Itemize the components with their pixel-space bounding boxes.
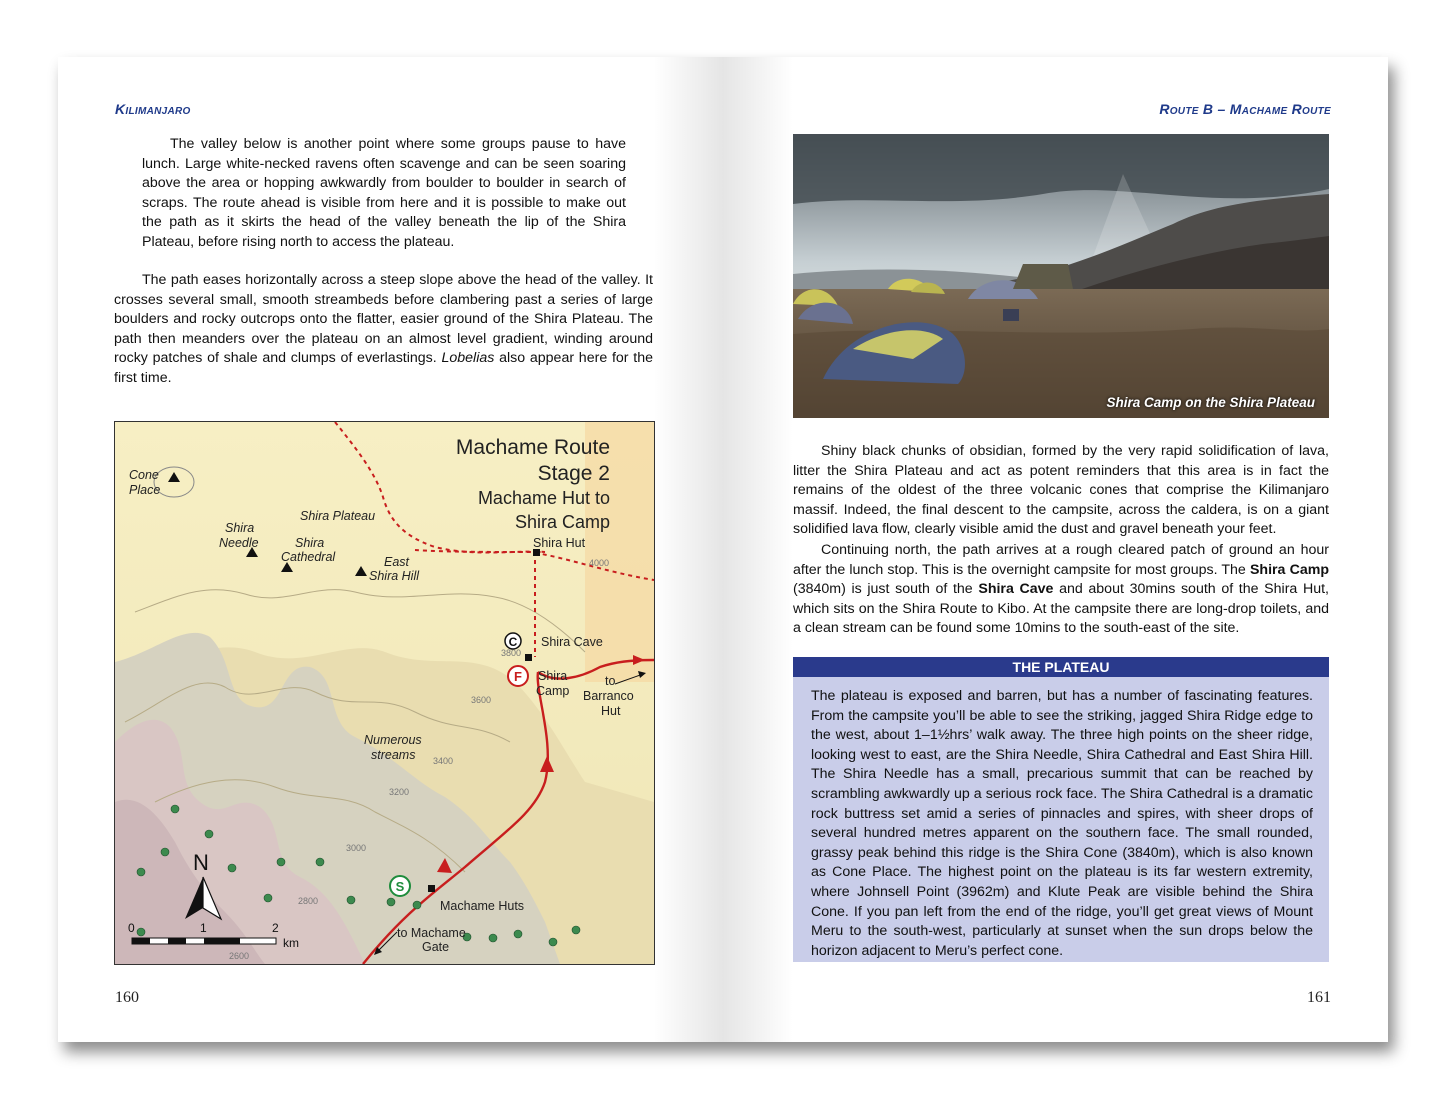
label-cone-place-1: Cone (129, 468, 159, 482)
left-paragraph-2: The path eases horizontally across a steep slope above the head of the valley. It crosses several small, smooth streambeds before clambering past a series of large boulders and rocky outcrops onto the flatter, easier ground of the Shira Plateau. The path then meanders over the plateau on an almost level gradient, winding around rocky patches of shale and clumps of everlastings. Lobelias also appear here for the first time. (114, 272, 653, 386)
contour-3600: 3600 (471, 695, 492, 705)
bold-shira-cave: Shira Cave (978, 581, 1054, 598)
label-shira-needle-2: Needle (219, 536, 259, 550)
map-title-1: Machame Route (455, 436, 610, 459)
left-page (58, 57, 723, 1042)
photo-caption: Shira Camp on the Shira Plateau (1106, 395, 1315, 410)
gutter-shadow (723, 57, 793, 1042)
right-page (723, 57, 1388, 1042)
label-east-shira-1: East (384, 555, 410, 569)
label-cone-place-2: Place (129, 483, 161, 497)
cave-marker: C (508, 635, 518, 649)
scale-0: 0 (128, 921, 135, 935)
map-subtitle-1: Machame Hut to (477, 488, 610, 508)
page-number-right: 161 (1307, 989, 1331, 1006)
label-shira-cathedral-1: Shira (295, 536, 325, 550)
label-streams-1: Numerous (364, 733, 422, 747)
contour-3200: 3200 (389, 787, 410, 797)
plateau-box-title: THE PLATEAU (793, 657, 1329, 677)
label-streams-2: streams (371, 748, 416, 762)
label-barranco-2: Barranco (583, 689, 634, 703)
page-number-left: 160 (115, 989, 139, 1006)
label-machame-gate-2: Gate (422, 940, 450, 954)
contour-3400: 3400 (433, 756, 454, 766)
contour-2600: 2600 (229, 951, 250, 961)
scale-2: 2 (272, 921, 279, 935)
plateau-box (793, 677, 1329, 962)
contour-3800: 3800 (501, 648, 522, 658)
campsite-photo (793, 134, 1329, 418)
right-paragraph-2: Continuing north, the path arrives at a rough cleared patch of ground an hour after the lunch stop. This is the overnight campsite for most groups. The Shira Camp (3840m) is just south of the Shira Cave and about 30mins south of the Shira Hut, which sits on the Shira Route to Kibo. At the campsite there are long-drop toilets, and a clean stream can be found some 10mins to the south-east of the site. (793, 542, 1330, 637)
lobelias-italic: Lobelias (441, 350, 495, 367)
label-shira-cave: Shira Cave (541, 635, 603, 649)
plateau-box-text: The plateau is exposed and barren, but has a number of fascinating features. From the campsite you’ll be able to see the striking, jagged Shira Ridge edge to the west, about 1–1½hrs’ walk away. The three high points on the sheer ridge, looking west to east, are the Shira Needle, Shira Cathedral and East Shira Hill. The Shira Needle has a small, precarious summit that can be reached by scrambling awkwardly up a serious rock face. The Shira Cathedral is a dramatic rock buttress set amid a series of pinnacles and spires, with sheer drops of several hundred metres apparent on the southern face. The small rounded, grassy peak behind this ridge is the Shira Cone (3840m), which is also known as Cone Place. The highest point on the plateau is its far western extremity, where Johnsell Point (3962m) and Klute Peak are visible behind the Shira Cone. If you pan left from the end of the ridge, you’ll get great views of Mount Meru to the south-west, particularly at sunset when the sun drops below the horizon adjacent to Meru’s perfect cone. (811, 688, 1313, 959)
running-head-right: Route B – Machame Route (1159, 101, 1331, 117)
label-barranco-1: to (605, 674, 616, 688)
label-shira-needle-1: Shira (225, 521, 255, 535)
north-label: N (193, 850, 209, 875)
label-machame-gate-1: to Machame (397, 926, 466, 940)
label-shira-hut: Shira Hut (533, 536, 586, 550)
running-head-left: Kilimanjaro (115, 101, 191, 117)
scale-unit: km (283, 936, 299, 950)
route-map (114, 421, 655, 965)
scale-1: 1 (200, 921, 207, 935)
right-paragraph-1: Shiny black chunks of obsidian, formed by the very rapid solidification of lava, litter the Shira Plateau and act as potent reminders that this area is in fact the remains of the oldest of the three volcanic cones that comprise the Kilimanjaro massif. Indeed, the final descent to the campsite, across the caldera, is on a giant solidified lava flow, clearly visible amid the dust and gravel beneath your feet. (793, 443, 1329, 538)
contour-4000: 4000 (589, 558, 610, 568)
label-shira-plateau: Shira Plateau (300, 509, 376, 523)
finish-marker: F (514, 669, 522, 684)
gutter-shadow (653, 57, 723, 1042)
label-machame-huts: Machame Huts (440, 899, 525, 913)
start-marker: S (395, 879, 405, 894)
map-subtitle-2: Shira Camp (514, 512, 610, 532)
label-shira-cathedral-2: Cathedral (281, 550, 336, 564)
label-barranco-3: Hut (601, 704, 621, 718)
label-east-shira-2: Shira Hill (369, 569, 420, 583)
left-paragraph-1: The valley below is another point where some groups pause to have lunch. Large white-necked ravens often scavenge and can be seen soaring above the area or hopping awkwardly from boulder to boulder in search of scraps. The route ahead is visible from here and it is possible to make out the path as it skirts the head of the valley beneath the lip of the Shira Plateau, before rising north to access the plateau. (142, 136, 626, 250)
book-spread (58, 57, 1388, 1042)
map-title-2: Stage 2 (537, 462, 610, 485)
contour-3000: 3000 (346, 843, 367, 853)
label-shira-camp-2: Camp (536, 684, 570, 698)
bold-shira-camp: Shira Camp (1249, 561, 1330, 578)
contour-2800: 2800 (298, 896, 319, 906)
label-shira-camp-1: Shira (538, 669, 568, 683)
